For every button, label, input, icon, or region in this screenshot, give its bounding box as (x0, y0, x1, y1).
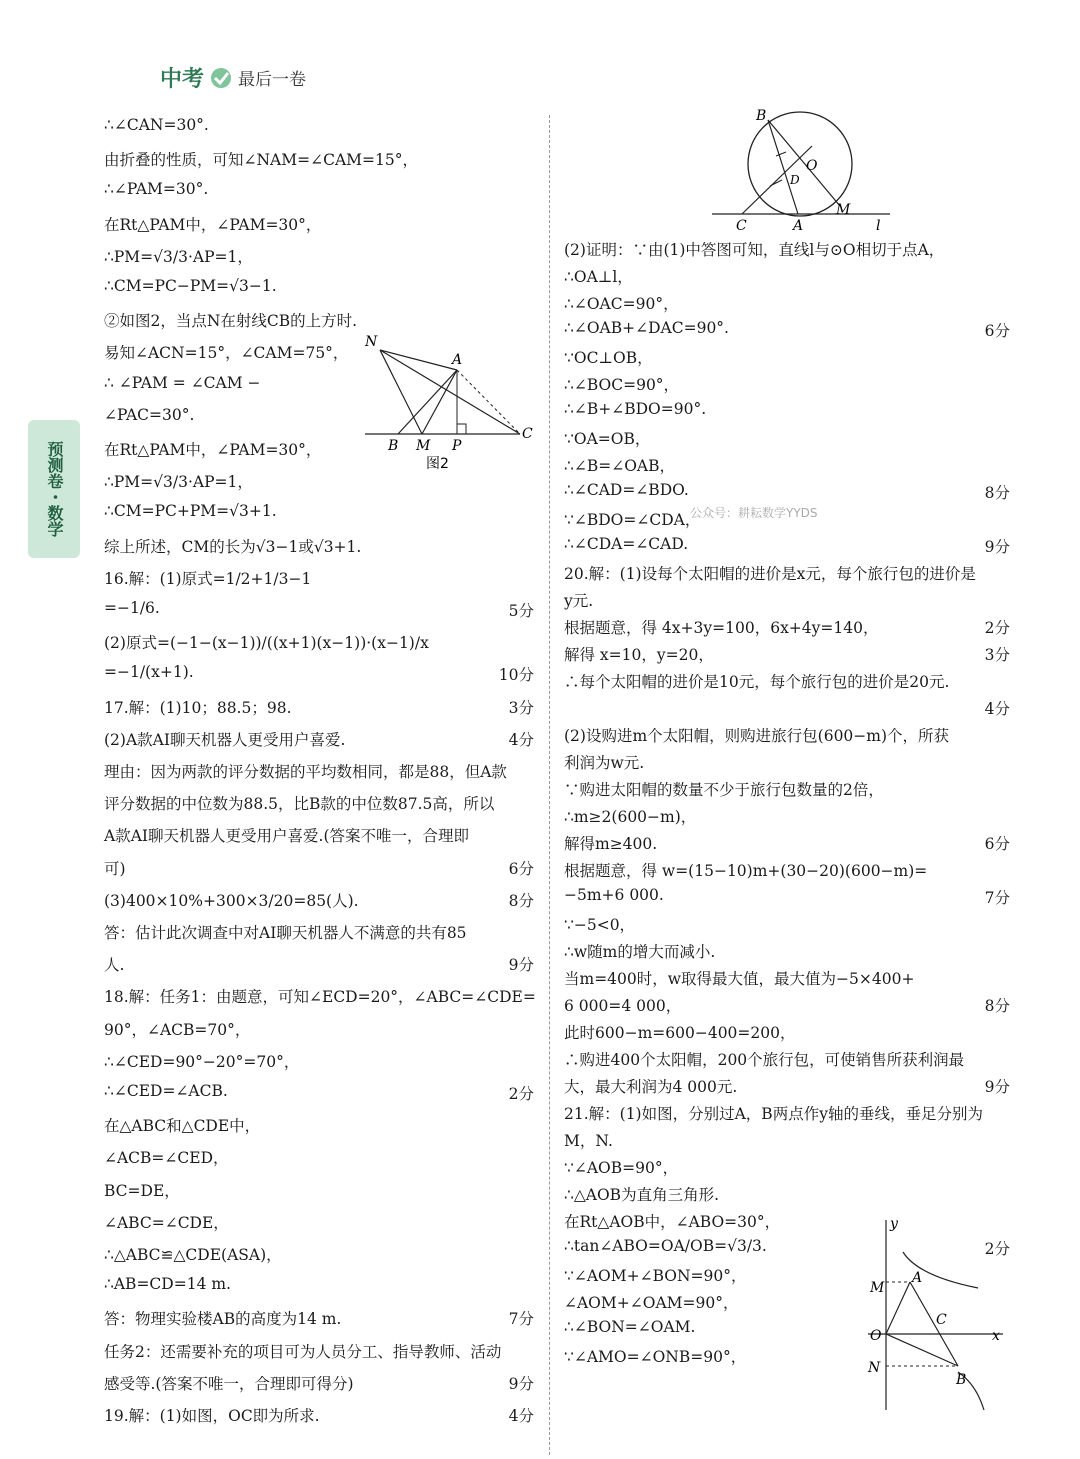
coord-label: A (912, 1270, 923, 1286)
side-tab: 预测卷・数学 (28, 420, 80, 558)
text-line (104, 245, 534, 267)
text-line (564, 1183, 1010, 1205)
text-line (104, 1372, 534, 1394)
circle-figure-diagram (700, 106, 900, 234)
line-text: ∴△AOB为直角三角形. (564, 1186, 720, 1204)
line-text: ∴每个太阳帽的进价是10元，每个旅行包的进价是20元. (564, 673, 950, 691)
text-line (104, 599, 534, 620)
score-mark: 3分 (508, 698, 534, 717)
line-text: (2)A款AI聊天机器人更受用户喜爱. (104, 730, 346, 749)
score-mark: 4分 (984, 700, 1010, 718)
coord-label: N (868, 1360, 881, 1376)
text-line (564, 1048, 1010, 1070)
circle-label: D (790, 173, 800, 187)
line-text: 在Rt△PAM中，∠PAM=30°， (104, 441, 322, 459)
line-text: 根据题意，得 w=(15−10)m+(30−20)(600−m)= (564, 862, 928, 880)
line-text: 21.解：(1)如图，分别过A，B两点作y轴的垂线，垂足分别为 (564, 1105, 983, 1123)
text-line (564, 562, 1010, 584)
text-line (564, 913, 1010, 935)
line-text: ∵购进太阳帽的数量不少于旅行包数量的2倍， (564, 781, 884, 799)
text-line (104, 1050, 534, 1072)
score-mark: 7分 (984, 889, 1010, 907)
text-line (564, 643, 1010, 665)
text-line (564, 346, 1010, 368)
line-text: (2)原式=(−1−(x−1))/((x+1)(x−1))·(x−1)/x (104, 634, 429, 653)
text-line (104, 567, 534, 589)
line-text: −5m+6 000. (564, 886, 664, 904)
circle-label: C (736, 218, 747, 234)
line-text: ∠ABC=∠CDE， (104, 1213, 229, 1232)
line-text: =−1/6. (104, 599, 160, 617)
line-text: (2)设购进m个太阳帽，则购进旅行包(600−m)个，所获 (564, 727, 950, 745)
score-mark: 7分 (508, 1310, 534, 1329)
text-line (564, 319, 1010, 340)
line-text: 16.解：(1)原式=1/2+1/3−1 (104, 569, 312, 588)
line-text: ∴∠BOC=90°， (564, 376, 680, 394)
text-line (104, 1018, 534, 1040)
text-line (564, 265, 1010, 287)
text-line (564, 589, 1010, 611)
line-text: 在△ABC和△CDE中， (104, 1117, 261, 1136)
line-text: 解得 x=10，y=20， (564, 646, 714, 664)
score-mark: 9分 (984, 538, 1010, 556)
text-line (104, 116, 534, 134)
line-text: ∴∠B+∠BDO=90°. (564, 400, 707, 418)
text-line (104, 760, 534, 782)
text-line (104, 696, 534, 718)
line-text: ∴OA⊥l， (564, 268, 633, 286)
text-line (104, 309, 534, 331)
text-line (564, 805, 1010, 827)
text-line (564, 616, 1010, 638)
line-text: ∴购进400个太阳帽，200个旅行包，可使销售所获利润最 (564, 1051, 965, 1069)
fig2-label: P (452, 438, 462, 454)
text-line (564, 400, 1010, 418)
score-mark: 8分 (984, 997, 1010, 1015)
line-text: (3)400×10%+300×3/20=85(人). (104, 891, 359, 910)
line-text: ∴w随m的增大而减小. (564, 943, 716, 961)
line-text: 在Rt△PAM中，∠PAM=30°， (104, 215, 322, 234)
circle-label: M (836, 202, 851, 218)
line-text: 根据题意，得 4x+3y=100，6x+4y=140， (564, 619, 879, 637)
coord-label: B (956, 1372, 967, 1388)
header (160, 62, 306, 93)
text-line (104, 631, 534, 653)
line-text: 在Rt△AOB中，∠ABO=30°， (564, 1213, 781, 1231)
text-line (104, 502, 534, 520)
line-text: ∵OC⊥OB， (564, 349, 653, 367)
line-text: ∴∠CAN=30°. (104, 116, 209, 134)
line-text: 大，最大利润为4 000元. (564, 1078, 738, 1096)
line-text: ∴CM=PC+PM=√3+1. (104, 502, 277, 521)
circle-label: O (806, 158, 818, 174)
line-text: ∴∠B=∠OAB， (564, 457, 676, 475)
text-line (104, 663, 534, 685)
text-line (104, 1082, 534, 1103)
score-mark: 4分 (508, 1407, 534, 1425)
text-line (104, 1211, 534, 1233)
figure-2-diagram (360, 330, 540, 470)
line-text: 任务2：还需要补充的项目可为人员分工、指导教师、活动 (104, 1342, 502, 1361)
line-text: 答：物理实验楼AB的高度为14 m. (104, 1310, 342, 1329)
line-text: ∵∠AMO=∠ONB=90°， (564, 1348, 747, 1366)
fig2-label: C (522, 426, 533, 442)
coord-label: y (890, 1216, 898, 1232)
text-line (564, 481, 1010, 502)
text-line (564, 292, 1010, 314)
line-text: ∠PAC=30°. (104, 405, 195, 424)
line-text: ∴AB=CD=14 m. (104, 1275, 231, 1294)
text-line (564, 751, 1010, 773)
line-text: 可) (104, 859, 126, 878)
coord-label: x (992, 1328, 1000, 1344)
line-text: 人. (104, 956, 125, 975)
text-line (564, 994, 1010, 1016)
text-line (104, 953, 534, 975)
circle-label: A (793, 218, 804, 234)
line-text: 感受等.(答案不唯一，合理即可得分) (104, 1374, 354, 1393)
line-text: A款AI聊天机器人更受用户喜爱.(答案不唯一，合理即 (104, 827, 469, 846)
text-line (564, 454, 1010, 476)
line-text: y元. (564, 592, 594, 610)
line-text: ∴PM=√3/3·AP=1， (104, 247, 253, 266)
text-line (564, 967, 1010, 989)
score-mark: 10分 (498, 666, 534, 685)
text-line (104, 824, 534, 846)
line-text: 当m=400时，w取得最大值，最大值为−5×400+ (564, 970, 915, 988)
line-text: ∴ ∠PAM = ∠CAM − (104, 373, 261, 392)
text-line (104, 535, 534, 557)
text-line (104, 180, 534, 198)
text-line (104, 1243, 534, 1265)
line-text: 19.解：(1)如图，OC即为所求. (104, 1407, 320, 1425)
fig2-label: N (365, 334, 378, 350)
text-line (104, 1404, 534, 1426)
text-line (564, 886, 1010, 907)
text-line (564, 1156, 1010, 1178)
line-text: =−1/(x+1). (104, 663, 194, 682)
coordinate-figure (858, 1212, 1008, 1416)
line-text: ∵OA=OB， (564, 430, 651, 448)
line-text: ∴∠PAM=30°. (104, 180, 209, 199)
line-text: ∠AOM+∠OAM=90°， (564, 1294, 739, 1312)
checkmark-logo-icon (210, 67, 232, 89)
line-text: 此时600−m=600−400=200， (564, 1024, 796, 1042)
line-text: ∴△ABC≌△CDE(ASA)， (104, 1246, 282, 1264)
line-text: (2)证明：∵由(1)中答图可知，直线l与⊙O相切于点A， (564, 241, 945, 259)
line-text: ∵∠BDO=∠CDA， (564, 511, 701, 529)
text-line (564, 670, 1010, 692)
line-text: 18.解：任务1：由题意，可知∠ECD=20°，∠ABC=∠CDE= (104, 988, 536, 1007)
line-text: 90°，∠ACB=70°， (104, 1020, 251, 1039)
score-mark: 2分 (984, 619, 1010, 637)
line-text: 解得m≥400. (564, 835, 658, 853)
line-text: M，N. (564, 1132, 613, 1150)
text-line (564, 859, 1010, 881)
coord-label: M (870, 1280, 885, 1296)
score-mark: 9分 (984, 1078, 1010, 1096)
text-line (564, 427, 1010, 449)
score-mark: 8分 (508, 891, 534, 910)
score-mark: 9分 (508, 1374, 534, 1393)
score-mark: 6分 (508, 859, 534, 878)
text-line (564, 778, 1010, 800)
text-line (104, 1307, 534, 1329)
line-text: ∴tan∠ABO=OA/OB=√3/3. (564, 1237, 767, 1255)
score-mark: 5分 (508, 602, 534, 620)
line-text: 6 000=4 000， (564, 997, 682, 1015)
line-text: ∠ACB=∠CED， (104, 1149, 229, 1168)
line-text: BC=DE， (104, 1181, 180, 1200)
line-text: ∴PM=√3/3·AP=1， (104, 473, 253, 492)
line-text: 20.解：(1)设每个太阳帽的进价是x元，每个旅行包的进价是 (564, 565, 976, 583)
line-text: ∴∠CED=90°−20°=70°， (104, 1052, 300, 1071)
text-line (564, 1021, 1010, 1043)
line-text: 答：估计此次调查中对AI聊天机器人不满意的共有85 (104, 924, 467, 942)
circle-figure (700, 106, 900, 238)
score-mark: 6分 (984, 322, 1010, 340)
line-text: ∴∠CED=∠ACB. (104, 1082, 228, 1100)
text-line (104, 1114, 534, 1136)
header-title: 中考 (160, 67, 205, 92)
line-text: 易知∠ACN=15°，∠CAM=75°， (104, 344, 349, 363)
text-line (104, 213, 534, 235)
text-line (564, 535, 1010, 556)
line-text: ∵−5<0， (564, 916, 636, 934)
text-line (104, 857, 534, 879)
text-line (564, 1129, 1010, 1151)
watermark: 公众号：耕耘数学YYDS (690, 506, 818, 520)
circle-label: B (756, 108, 767, 124)
text-line (564, 724, 1010, 746)
fig2-caption: 图2 (426, 456, 449, 470)
text-line (104, 1146, 534, 1168)
text-line (104, 728, 534, 750)
score-mark: 2分 (984, 1240, 1010, 1258)
line-text: 利润为w元. (564, 754, 645, 772)
figure-2 (360, 330, 540, 474)
text-line (104, 277, 534, 295)
circle-label: l (876, 218, 881, 234)
score-mark: 8分 (984, 484, 1010, 502)
line-text: ∴∠BON=∠OAM. (564, 1318, 696, 1336)
text-line (564, 1102, 1010, 1124)
text-line (104, 1275, 534, 1293)
line-text: ∴∠CDA=∠CAD. (564, 535, 689, 553)
line-text: ∴CM=PC−PM=√3−1. (104, 277, 277, 295)
text-line (564, 238, 1010, 260)
text-line (104, 148, 534, 170)
line-text: ∴∠CAD=∠BDO. (564, 481, 689, 499)
line-text: 由折叠的性质，可知∠NAM=∠CAM=15°， (104, 151, 418, 170)
line-text: ∴m≥2(600−m)， (564, 808, 697, 826)
text-line (564, 940, 1010, 962)
fig2-label: M (416, 438, 431, 454)
line-text: ∵∠AOB=90°， (564, 1159, 679, 1177)
text-line (104, 921, 534, 943)
fig2-label: A (452, 352, 463, 368)
text-line (564, 1075, 1010, 1097)
coord-label: C (936, 1312, 947, 1328)
line-text: 综上所述，CM的长为√3−1或√3+1. (104, 537, 362, 556)
fig2-label: B (388, 438, 399, 454)
coordinate-figure-diagram (858, 1212, 1008, 1412)
line-text: 17.解：(1)10；88.5；98. (104, 698, 292, 717)
score-mark: 6分 (984, 835, 1010, 853)
score-mark: 4分 (508, 730, 534, 749)
header-subtitle: 最后一卷 (238, 70, 307, 90)
text-line (104, 889, 534, 911)
line-text: ∴∠OAB+∠DAC=90°. (564, 319, 729, 337)
line-text: ∵∠AOM+∠BON=90°， (564, 1267, 747, 1285)
text-line (104, 792, 534, 814)
text-line (104, 1179, 534, 1201)
column-divider (549, 115, 550, 1455)
text-line (564, 373, 1010, 395)
line-text: ∴∠OAC=90°， (564, 295, 679, 313)
line-text: 理由：因为两款的评分数据的平均数相同，都是88，但A款 (104, 763, 507, 781)
score-mark: 3分 (984, 646, 1010, 664)
text-line (104, 1340, 534, 1362)
score-mark: 2分 (508, 1085, 534, 1103)
line-text: ②如图2，当点N在射线CB的上方时. (104, 312, 358, 331)
score-mark: 9分 (508, 956, 534, 975)
text-line (564, 832, 1010, 854)
line-text: 评分数据的中位数为88.5，比B款的中位数87.5高，所以 (104, 795, 495, 814)
text-line (104, 985, 534, 1007)
coord-label: O (870, 1328, 882, 1344)
